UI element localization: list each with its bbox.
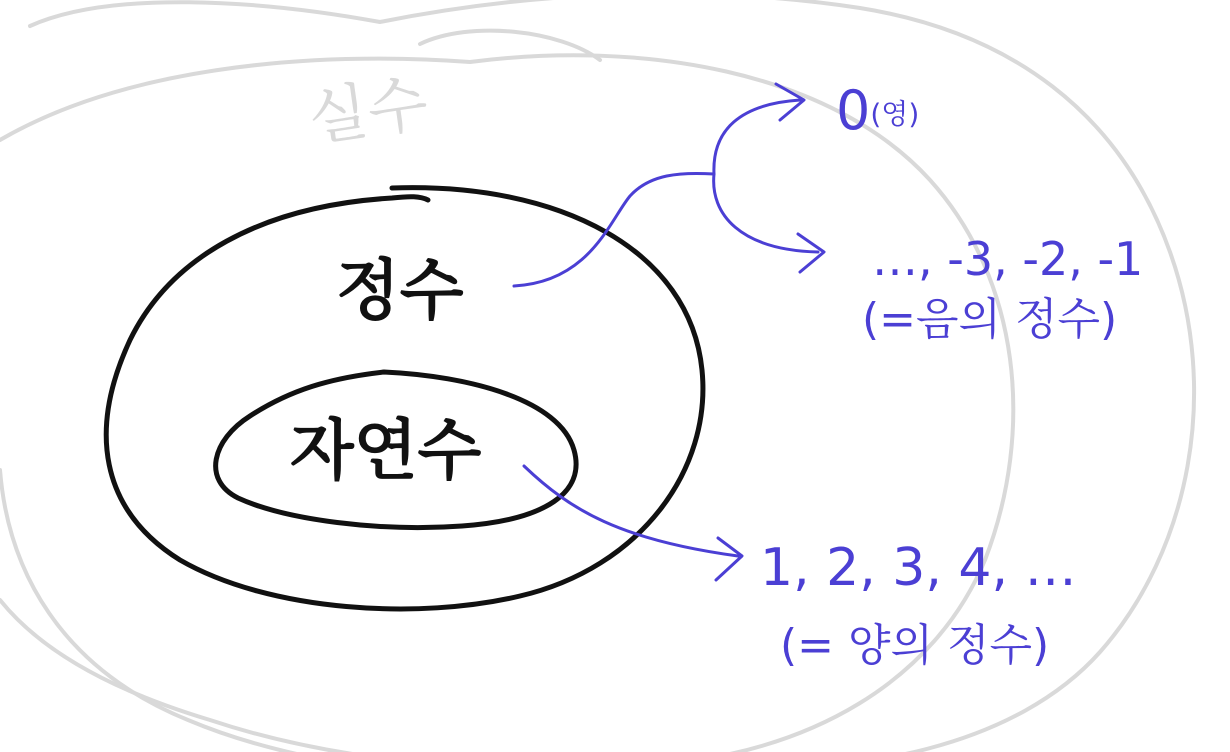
zero-value: 0 <box>836 79 871 142</box>
positive-integers-values: 1, 2, 3, 4, … <box>760 538 1077 598</box>
negative-integers-values: …, -3, -2, -1 <box>872 232 1144 286</box>
positive-integers-description: (= 양의 정수) <box>780 620 1050 671</box>
integer-label: 정수 <box>336 252 464 329</box>
integer-set-outline <box>106 188 703 609</box>
negative-integers-description: (=음의 정수) <box>862 294 1118 345</box>
integer-branch-arrow <box>514 173 714 286</box>
zero-group <box>836 79 920 142</box>
real-number-label: 실수 <box>303 66 433 155</box>
zero-korean: (영) <box>870 97 920 131</box>
natural-number-label: 자연수 <box>290 412 482 489</box>
negative-branch-arrow <box>714 174 818 252</box>
zero-branch-arrow <box>714 100 800 174</box>
positive-arrowhead <box>716 538 742 580</box>
